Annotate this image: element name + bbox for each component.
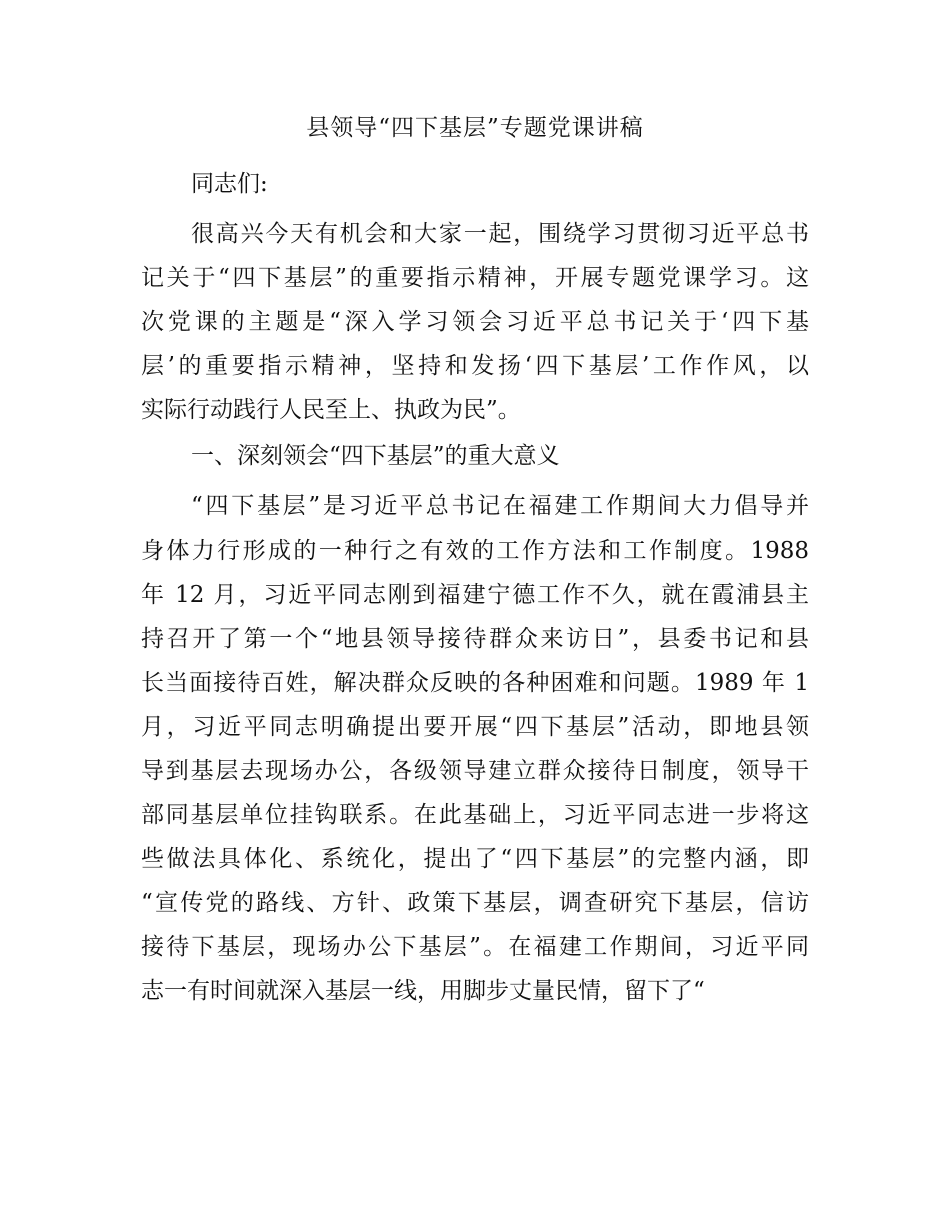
greeting: 同志们: xyxy=(191,171,268,197)
paragraph-2-line-6: 月，习近平同志明确提出要开展“四下基层”活动，即地县领 xyxy=(141,714,809,740)
paragraph-2-line-10: “宣传党的路线、方针、政策下基层，调查研究下基层，信访 xyxy=(141,890,809,916)
paragraph-1-line-5: 实际行动践行人民至上、执政为民”。 xyxy=(141,397,521,423)
paragraph-2-line-12: 志一有时间就深入基层一线，用脚步丈量民情，留下了“ xyxy=(141,978,705,1004)
paragraph-1-line-2: 记关于“四下基层”的重要指示精神，开展专题党课学习。这 xyxy=(141,265,809,291)
document-title: 县领导“四下基层”专题党课讲稿 xyxy=(306,115,644,141)
paragraph-2-line-1: “四下基层”是习近平总书记在福建工作期间大力倡导并 xyxy=(191,493,809,519)
paragraph-1-line-1: 很高兴今天有机会和大家一起，围绕学习贯彻习近平总书 xyxy=(191,221,809,247)
paragraph-1-line-4: 层’的重要指示精神，坚持和发扬‘四下基层’工作作风，以 xyxy=(141,353,809,379)
paragraph-2-line-5: 长当面接待百姓，解决群众反映的各种困难和问题。1989 年 1 xyxy=(141,670,809,696)
paragraph-2-line-2: 身体力行形成的一种行之有效的工作方法和工作制度。1988 xyxy=(141,538,809,564)
paragraph-2-line-3: 年 12 月，习近平同志刚到福建宁德工作不久，就在霞浦县主 xyxy=(141,582,809,608)
paragraph-2-line-9: 些做法具体化、系统化，提出了“四下基层”的完整内涵，即 xyxy=(141,846,809,872)
paragraph-2-line-8: 部同基层单位挂钩联系。在此基础上，习近平同志进一步将这 xyxy=(141,802,809,828)
paragraph-1-line-3: 次党课的主题是“深入学习领会习近平总书记关于‘四下基 xyxy=(141,309,809,335)
paragraph-2-line-7: 导到基层去现场办公，各级领导建立群众接待日制度，领导干 xyxy=(141,758,809,784)
paragraph-2-line-11: 接待下基层，现场办公下基层”。在福建工作期间，习近平同 xyxy=(141,934,809,960)
paragraph-2-line-4: 持召开了第一个“地县领导接待群众来访日”，县委书记和县 xyxy=(141,626,809,652)
section-heading-1: 一、深刻领会“四下基层”的重大意义 xyxy=(191,443,560,469)
